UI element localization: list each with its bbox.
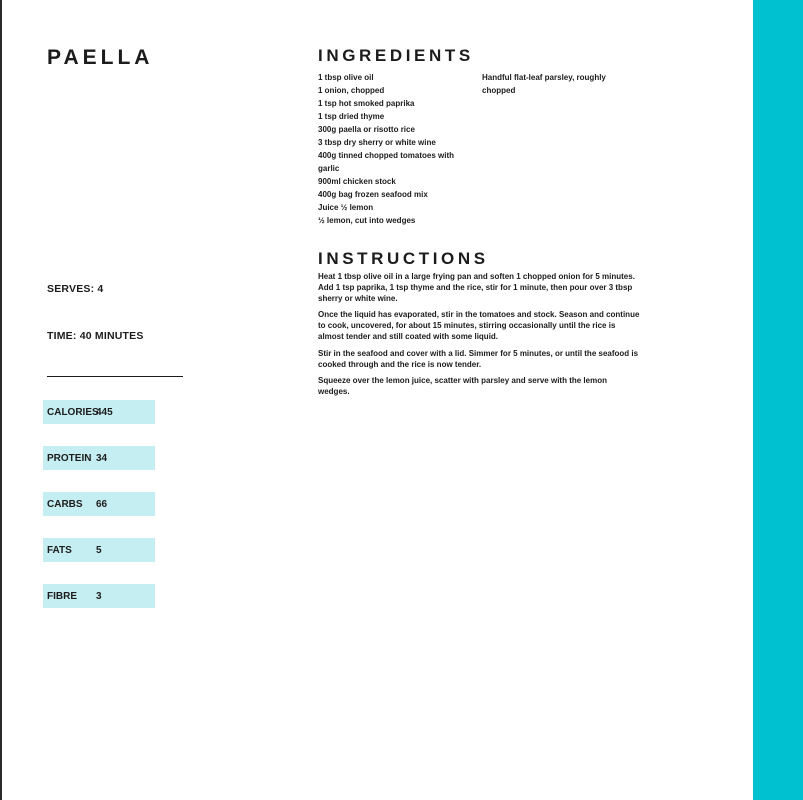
nutrition-label: PROTEIN	[47, 452, 92, 464]
nutrition-row-carbs	[43, 492, 155, 516]
time-info: TIME: 40 MINUTES	[47, 330, 144, 342]
recipe-title: PAELLA	[47, 46, 154, 69]
instruction-step: Heat 1 tbsp olive oil in a large frying pan and soften 1 chopped onion for 5 minutes. Add 1 tsp paprika, 1 tsp thyme and the rice, stir for 1 minute, then pour over 3 tbsp sherry or white wine.	[318, 272, 635, 303]
instruction-step: Squeeze over the lemon juice, scatter with parsley and serve with the lemon wedges.	[318, 376, 607, 397]
ingredient-item: 1 tsp dried thyme	[318, 112, 385, 121]
ingredient-item: 400g bag frozen seafood mix	[318, 190, 428, 199]
ingredient-item: Handful flat-leaf parsley, roughly chopped	[482, 73, 606, 95]
ingredient-item: Juice ½ lemon	[318, 203, 374, 212]
nutrition-panel	[43, 400, 155, 630]
accent-side-stripe	[753, 0, 803, 800]
instruction-step: Once the liquid has evaporated, stir in the tomatoes and stock. Season and continue to cook, uncovered, for about 15 minutes, stirring occasionally until the rice is almost tender and still coated with some liquid.	[318, 310, 640, 341]
ingredient-item: 1 onion, chopped	[318, 86, 385, 95]
instructions-heading: INSTRUCTIONS	[318, 249, 489, 268]
nutrition-value: 66	[96, 498, 108, 510]
nutrition-label: CALORIES	[47, 406, 99, 418]
nutrition-label: CARBS	[47, 498, 83, 510]
ingredient-item: 1 tbsp olive oil	[318, 73, 374, 82]
nutrition-value: 3	[96, 590, 102, 602]
nutrition-value: 445	[96, 406, 113, 418]
nutrition-label: FIBRE	[47, 590, 77, 602]
page-left-border	[0, 0, 2, 800]
nutrition-value: 34	[96, 452, 108, 464]
ingredients-list-column-1	[318, 71, 468, 227]
nutrition-row-protein	[43, 446, 155, 470]
serves-info: SERVES: 4	[47, 283, 104, 295]
nutrition-label: FATS	[47, 544, 72, 556]
instructions-steps	[318, 272, 640, 404]
ingredient-item: 400g tinned chopped tomatoes with garlic	[318, 151, 455, 173]
ingredient-item: 3 tbsp dry sherry or white wine	[318, 138, 436, 147]
ingredient-item: 1 tsp hot smoked paprika	[318, 99, 415, 108]
nutrition-row-calories	[43, 400, 155, 424]
ingredients-heading: INGREDIENTS	[318, 46, 474, 65]
instruction-step: Stir in the seafood and cover with a lid. Simmer for 5 minutes, or until the seafood is cooked through and the rice is now tender.	[318, 348, 639, 369]
nutrition-row-fibre	[43, 584, 155, 608]
ingredients-list-column-2	[482, 71, 612, 97]
ingredient-item: 300g paella or risotto rice	[318, 125, 415, 134]
ingredient-item: ½ lemon, cut into wedges	[318, 216, 416, 225]
section-divider	[47, 376, 183, 377]
nutrition-row-fats	[43, 538, 155, 562]
ingredient-item: 900ml chicken stock	[318, 177, 396, 186]
nutrition-value: 5	[96, 544, 102, 556]
